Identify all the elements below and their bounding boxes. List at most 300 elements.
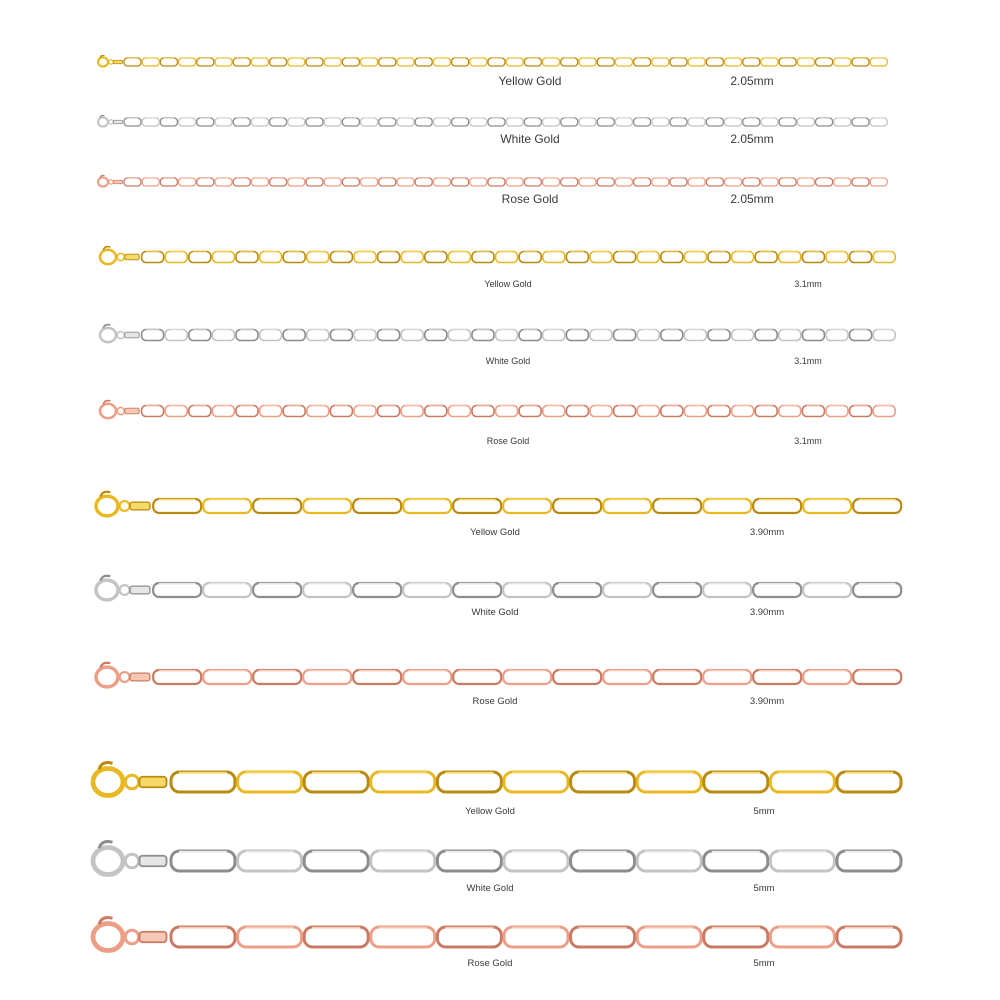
chain-link bbox=[684, 406, 706, 417]
chain-link bbox=[197, 118, 214, 126]
chain-link bbox=[837, 851, 901, 871]
chain-link bbox=[403, 499, 451, 513]
chain-link bbox=[743, 118, 760, 126]
chain-link bbox=[160, 118, 177, 126]
chain-link bbox=[614, 252, 636, 263]
chain-link bbox=[496, 330, 518, 341]
chain-link bbox=[803, 670, 851, 684]
chain-link bbox=[401, 252, 423, 263]
chain-link bbox=[579, 118, 596, 126]
chain-link bbox=[165, 252, 187, 263]
chain-link bbox=[852, 178, 869, 186]
chain-link bbox=[732, 406, 754, 417]
chain-link bbox=[519, 406, 541, 417]
chain-link bbox=[153, 499, 201, 513]
chain-link bbox=[197, 58, 214, 66]
chain-link bbox=[603, 670, 651, 684]
chain-link bbox=[853, 583, 901, 597]
chain-link bbox=[725, 58, 742, 66]
chain-link bbox=[496, 406, 518, 417]
chain-link bbox=[743, 178, 760, 186]
chain-link bbox=[725, 118, 742, 126]
chain-link bbox=[615, 118, 632, 126]
chain-link bbox=[212, 330, 234, 341]
chain-link bbox=[453, 583, 501, 597]
chain-link bbox=[307, 252, 329, 263]
chain-link bbox=[288, 118, 305, 126]
chain-link bbox=[472, 406, 494, 417]
chain-link bbox=[743, 58, 760, 66]
chain-link bbox=[330, 330, 352, 341]
chain-2-05mm-white bbox=[98, 116, 887, 127]
chain-link bbox=[543, 406, 565, 417]
chain-link bbox=[834, 178, 851, 186]
chain-link bbox=[770, 927, 834, 947]
chain-2-05mm-rose bbox=[98, 176, 887, 187]
chain-link bbox=[203, 583, 251, 597]
chain-link bbox=[852, 58, 869, 66]
lobster-clasp-icon bbox=[96, 492, 150, 516]
chain-link bbox=[661, 406, 683, 417]
metal-label: White Gold bbox=[466, 883, 514, 895]
chain-link bbox=[470, 58, 487, 66]
chain-link bbox=[543, 330, 565, 341]
chain-link bbox=[661, 330, 683, 341]
chain-link bbox=[670, 178, 687, 186]
chain-link bbox=[590, 252, 612, 263]
chain-link bbox=[361, 118, 378, 126]
chain-link bbox=[590, 330, 612, 341]
chain-link bbox=[615, 178, 632, 186]
chain-link bbox=[233, 178, 250, 186]
chain-link bbox=[470, 118, 487, 126]
chain-link bbox=[378, 252, 400, 263]
chain-link bbox=[708, 406, 730, 417]
size-label: 3.1mm bbox=[794, 435, 822, 446]
metal-label: White Gold bbox=[500, 131, 560, 146]
chain-link bbox=[684, 252, 706, 263]
metal-label: Yellow Gold bbox=[484, 278, 532, 289]
chain-link bbox=[753, 499, 801, 513]
chain-link bbox=[342, 178, 359, 186]
metal-label: Rose Gold bbox=[467, 958, 513, 970]
chain-link bbox=[304, 772, 368, 792]
chain-link bbox=[634, 178, 651, 186]
chain-link bbox=[197, 178, 214, 186]
size-label: 2.05mm bbox=[730, 131, 774, 146]
chain-3-90mm-yellow bbox=[96, 492, 901, 516]
lobster-clasp-icon bbox=[96, 663, 150, 687]
chain-link bbox=[837, 927, 901, 947]
chain-link bbox=[203, 670, 251, 684]
chain-link bbox=[703, 499, 751, 513]
chain-link bbox=[553, 670, 601, 684]
metal-label: White Gold bbox=[485, 355, 531, 366]
chain-link bbox=[307, 406, 329, 417]
chain-link bbox=[379, 118, 396, 126]
chain-link bbox=[251, 178, 268, 186]
chain-link bbox=[283, 406, 305, 417]
chain-link bbox=[303, 583, 351, 597]
size-label: 3.1mm bbox=[794, 278, 822, 289]
chain-link bbox=[371, 927, 435, 947]
chain-link bbox=[165, 330, 187, 341]
chain-link bbox=[543, 118, 560, 126]
chain-link bbox=[283, 330, 305, 341]
chain-link bbox=[236, 252, 258, 263]
chain-link bbox=[853, 499, 901, 513]
chain-link bbox=[503, 499, 551, 513]
chain-link bbox=[379, 178, 396, 186]
chain-link bbox=[488, 58, 505, 66]
chain-link bbox=[779, 58, 796, 66]
chain-link bbox=[755, 252, 777, 263]
chain-link bbox=[670, 118, 687, 126]
chain-3-90mm-rose bbox=[96, 663, 901, 687]
chain-link bbox=[653, 583, 701, 597]
chain-link bbox=[324, 178, 341, 186]
chain-link bbox=[637, 406, 659, 417]
chain-link bbox=[850, 406, 872, 417]
chain-link bbox=[779, 406, 801, 417]
chain-link bbox=[803, 583, 851, 597]
chain-link bbox=[725, 178, 742, 186]
chain-link bbox=[571, 927, 635, 947]
chain-link bbox=[142, 58, 159, 66]
chain-link bbox=[179, 118, 196, 126]
chain-link bbox=[452, 118, 469, 126]
chain-link bbox=[779, 178, 796, 186]
chain-link bbox=[189, 252, 211, 263]
chain-link bbox=[870, 178, 887, 186]
chain-link bbox=[142, 252, 164, 263]
chain-link bbox=[472, 252, 494, 263]
chain-link bbox=[566, 330, 588, 341]
chain-link bbox=[579, 178, 596, 186]
metal-label: Yellow Gold bbox=[498, 73, 562, 88]
lobster-clasp-icon bbox=[96, 576, 150, 600]
chain-link bbox=[779, 252, 801, 263]
lobster-clasp-icon bbox=[98, 176, 123, 187]
size-label: 5mm bbox=[753, 806, 775, 818]
chain-link bbox=[433, 58, 450, 66]
metal-label: Rose Gold bbox=[472, 696, 518, 708]
chain-link bbox=[797, 118, 814, 126]
chain-link bbox=[834, 58, 851, 66]
chain-link bbox=[433, 178, 450, 186]
chain-link bbox=[425, 330, 447, 341]
chain-link bbox=[873, 330, 895, 341]
chain-link bbox=[353, 499, 401, 513]
chain-link bbox=[732, 330, 754, 341]
chain-link bbox=[506, 178, 523, 186]
chain-link bbox=[561, 178, 578, 186]
chain-link bbox=[342, 118, 359, 126]
chain-link bbox=[238, 927, 302, 947]
chain-link bbox=[353, 583, 401, 597]
chain-link bbox=[403, 670, 451, 684]
chain-link bbox=[179, 178, 196, 186]
chain-link bbox=[603, 583, 651, 597]
chain-link bbox=[703, 670, 751, 684]
chain-link bbox=[703, 583, 751, 597]
chain-5mm-white bbox=[93, 842, 901, 875]
metal-label: White Gold bbox=[471, 607, 519, 619]
chain-link bbox=[837, 772, 901, 792]
chain-link bbox=[543, 178, 560, 186]
chain-link bbox=[472, 330, 494, 341]
chain-link bbox=[165, 406, 187, 417]
chain-link bbox=[452, 58, 469, 66]
chain-link bbox=[826, 252, 848, 263]
chain-link bbox=[504, 851, 568, 871]
chain-link bbox=[253, 670, 301, 684]
chain-link bbox=[303, 670, 351, 684]
chain-link bbox=[688, 118, 705, 126]
chain-link bbox=[236, 330, 258, 341]
chain-link bbox=[361, 178, 378, 186]
chain-link bbox=[283, 252, 305, 263]
chain-link bbox=[652, 58, 669, 66]
chain-link bbox=[571, 851, 635, 871]
metal-label: Yellow Gold bbox=[465, 806, 515, 818]
chain-link bbox=[142, 330, 164, 341]
chain-link bbox=[212, 252, 234, 263]
chain-link bbox=[470, 178, 487, 186]
chain-link bbox=[488, 178, 505, 186]
chain-link bbox=[488, 118, 505, 126]
chain-link bbox=[706, 118, 723, 126]
chain-link bbox=[496, 252, 518, 263]
chain-3-1mm-rose bbox=[100, 401, 895, 419]
chain-link bbox=[873, 406, 895, 417]
chain-link bbox=[850, 330, 872, 341]
chain-link bbox=[732, 252, 754, 263]
chain-link bbox=[425, 252, 447, 263]
chain-link bbox=[378, 330, 400, 341]
chain-link bbox=[306, 118, 323, 126]
chain-link bbox=[634, 58, 651, 66]
chain-link bbox=[543, 252, 565, 263]
chain-link bbox=[189, 330, 211, 341]
chain-link bbox=[452, 178, 469, 186]
chain-3-90mm-white bbox=[96, 576, 901, 600]
lobster-clasp-icon bbox=[93, 763, 167, 796]
chain-link bbox=[816, 118, 833, 126]
chain-link bbox=[306, 178, 323, 186]
chain-link bbox=[397, 178, 414, 186]
chain-link bbox=[753, 583, 801, 597]
chain-link bbox=[755, 330, 777, 341]
chain-link bbox=[706, 178, 723, 186]
chain-link bbox=[415, 118, 432, 126]
lobster-clasp-icon bbox=[93, 842, 167, 875]
chain-link bbox=[634, 118, 651, 126]
chain-link bbox=[179, 58, 196, 66]
chain-link bbox=[270, 118, 287, 126]
chain-link bbox=[853, 670, 901, 684]
chain-link bbox=[307, 330, 329, 341]
chain-link bbox=[453, 499, 501, 513]
size-label: 5mm bbox=[753, 958, 775, 970]
chain-link bbox=[797, 178, 814, 186]
chain-link bbox=[238, 772, 302, 792]
chain-link bbox=[260, 406, 282, 417]
chain-link bbox=[802, 252, 824, 263]
chain-link bbox=[850, 252, 872, 263]
chain-link bbox=[453, 670, 501, 684]
chain-link bbox=[504, 772, 568, 792]
size-label: 3.90mm bbox=[749, 607, 785, 619]
size-label: 3.90mm bbox=[749, 527, 785, 539]
chain-link bbox=[153, 670, 201, 684]
chain-link bbox=[437, 851, 501, 871]
chain-link bbox=[761, 58, 778, 66]
chain-link bbox=[561, 118, 578, 126]
chain-link bbox=[233, 118, 250, 126]
chain-link bbox=[670, 58, 687, 66]
chain-link bbox=[852, 118, 869, 126]
chain-link bbox=[260, 330, 282, 341]
chain-link bbox=[361, 58, 378, 66]
size-label: 2.05mm bbox=[730, 191, 774, 206]
chain-link bbox=[304, 927, 368, 947]
chain-link bbox=[816, 58, 833, 66]
chain-link bbox=[590, 406, 612, 417]
chain-link bbox=[506, 58, 523, 66]
chain-link bbox=[354, 252, 376, 263]
chain-link bbox=[203, 499, 251, 513]
chain-link bbox=[236, 406, 258, 417]
chain-link bbox=[661, 252, 683, 263]
chain-link bbox=[761, 118, 778, 126]
chain-link bbox=[637, 330, 659, 341]
chain-link bbox=[873, 252, 895, 263]
chain-link bbox=[571, 772, 635, 792]
chain-link bbox=[770, 851, 834, 871]
chain-link bbox=[238, 851, 302, 871]
chain-link bbox=[826, 406, 848, 417]
chain-link bbox=[652, 118, 669, 126]
chain-link bbox=[160, 58, 177, 66]
chain-link bbox=[653, 670, 701, 684]
chain-link bbox=[233, 58, 250, 66]
chain-link bbox=[553, 499, 601, 513]
chain-link bbox=[779, 118, 796, 126]
chain-link bbox=[303, 499, 351, 513]
size-label: 3.1mm bbox=[794, 355, 822, 366]
lobster-clasp-icon bbox=[100, 247, 139, 265]
chain-link bbox=[543, 58, 560, 66]
chain-link bbox=[448, 330, 470, 341]
chain-link bbox=[637, 851, 701, 871]
chain-link bbox=[579, 58, 596, 66]
size-label: 3.90mm bbox=[749, 696, 785, 708]
chain-link bbox=[504, 927, 568, 947]
chain-link bbox=[437, 772, 501, 792]
chain-5mm-rose bbox=[93, 918, 901, 951]
chain-link bbox=[288, 178, 305, 186]
chain-link bbox=[708, 330, 730, 341]
chain-link bbox=[324, 118, 341, 126]
chain-link bbox=[704, 927, 768, 947]
chain-link bbox=[448, 406, 470, 417]
chain-link bbox=[215, 178, 232, 186]
chain-link bbox=[403, 583, 451, 597]
chain-link bbox=[704, 772, 768, 792]
chain-link bbox=[401, 406, 423, 417]
chain-link bbox=[614, 330, 636, 341]
chain-link bbox=[688, 178, 705, 186]
chain-link bbox=[566, 406, 588, 417]
chain-link bbox=[253, 583, 301, 597]
lobster-clasp-icon bbox=[100, 401, 139, 419]
chain-link bbox=[260, 252, 282, 263]
chain-link bbox=[553, 583, 601, 597]
chain-link bbox=[870, 118, 887, 126]
chain-link bbox=[816, 178, 833, 186]
chain-link bbox=[153, 583, 201, 597]
chain-3-1mm-yellow bbox=[100, 247, 895, 265]
metal-label: Yellow Gold bbox=[470, 527, 520, 539]
chain-link bbox=[637, 252, 659, 263]
chain-link bbox=[826, 330, 848, 341]
metal-label: Rose Gold bbox=[501, 191, 559, 206]
chain-link bbox=[524, 118, 541, 126]
chain-link bbox=[212, 406, 234, 417]
chain-link bbox=[433, 118, 450, 126]
chain-link bbox=[171, 772, 235, 792]
chain-link bbox=[397, 58, 414, 66]
chain-link bbox=[802, 330, 824, 341]
chain-link bbox=[324, 58, 341, 66]
size-label: 5mm bbox=[753, 883, 775, 895]
chain-link bbox=[797, 58, 814, 66]
chain-link bbox=[761, 178, 778, 186]
chain-link bbox=[330, 252, 352, 263]
chain-link bbox=[415, 178, 432, 186]
chain-link bbox=[834, 118, 851, 126]
chain-link bbox=[755, 406, 777, 417]
chain-link bbox=[251, 118, 268, 126]
chain-link bbox=[397, 118, 414, 126]
chain-link bbox=[870, 58, 887, 66]
chain-link bbox=[519, 252, 541, 263]
chain-link bbox=[653, 499, 701, 513]
chain-link bbox=[770, 772, 834, 792]
chain-link bbox=[124, 118, 141, 126]
chain-link bbox=[566, 252, 588, 263]
chain-link bbox=[171, 851, 235, 871]
chain-link bbox=[354, 406, 376, 417]
chain-link bbox=[637, 772, 701, 792]
chain-link bbox=[171, 927, 235, 947]
chain-link bbox=[142, 118, 159, 126]
metal-label: Rose Gold bbox=[486, 435, 530, 446]
chain-link bbox=[425, 406, 447, 417]
chain-link bbox=[354, 330, 376, 341]
chain-link bbox=[448, 252, 470, 263]
chain-link bbox=[753, 670, 801, 684]
chain-link bbox=[306, 58, 323, 66]
chain-link bbox=[415, 58, 432, 66]
lobster-clasp-icon bbox=[100, 325, 139, 343]
chain-link bbox=[637, 927, 701, 947]
chain-link bbox=[378, 406, 400, 417]
chain-link bbox=[779, 330, 801, 341]
chain-link bbox=[124, 178, 141, 186]
chain-link bbox=[615, 58, 632, 66]
